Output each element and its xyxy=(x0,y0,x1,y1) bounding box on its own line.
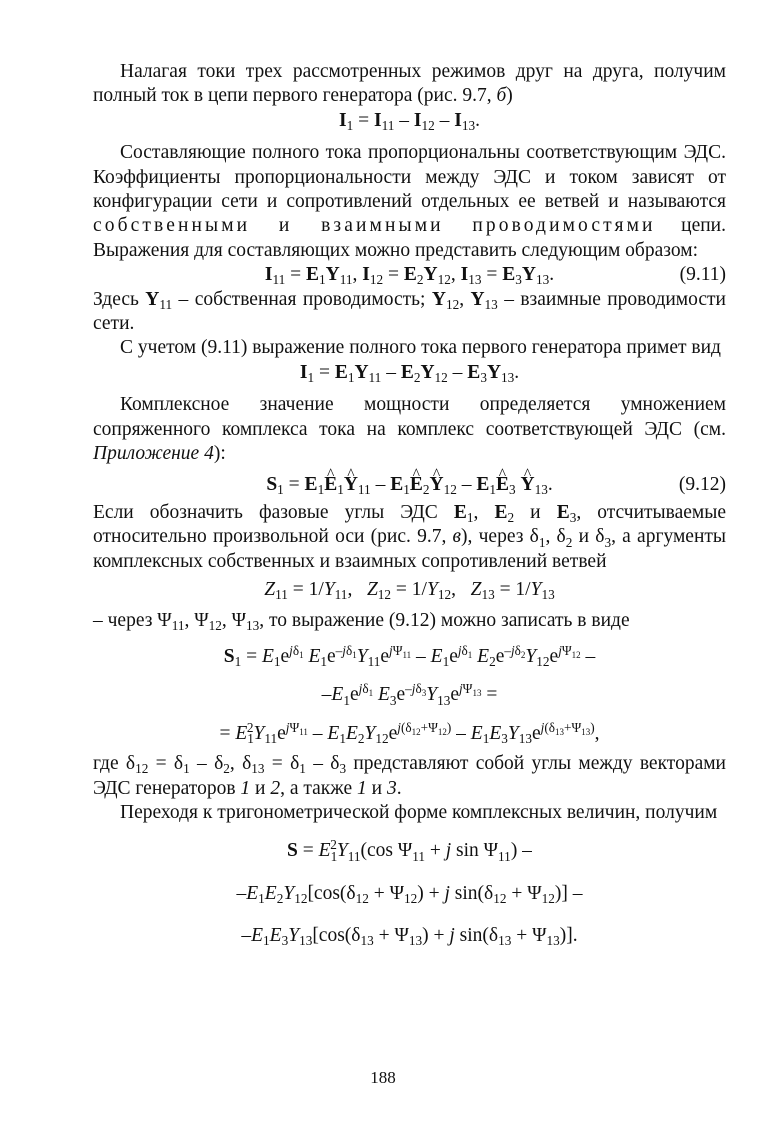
paragraph-6: Если обозначить фазовые углы ЭДС $E_1$, $E_2$ и $E_3$, отсчитываемые относительно произвольной оси (рис. 9.7, в), через $\delta_1$, $\delta_2$ и $\delta_3$, а аргументы комплексных собственных и взаимных сопротивлений ветвей xyxy=(93,501,727,572)
equation-trig-line-2: $-E_1E_2Y_{12}[\cos(\delta_{12} + \Psi_{12}) + j$ $\sin(\delta_{12} + \Psi_{12})$] – xyxy=(236,882,583,907)
equation-number: (9.12) xyxy=(678,473,726,495)
equation-number: (9.11) xyxy=(679,264,726,286)
paragraph-9: Переходя к тригонометрической форме комплексных величин, получим xyxy=(120,801,718,823)
paragraph-7: – через $\Psi_{11}$, $\Psi_{12}$, $\Psi_{13}$, то выражение (9.12) можно записать в виде xyxy=(93,609,630,633)
page-number: 188 xyxy=(370,1068,396,1087)
equation-9-12: $S_1$ = $E_1\^{}$ $E_1\^{}$ $Y_{11}$ – $E_1\^{}$ $E_2\^{}$ $Y_{12}$ – $E_1\^{}$ $E_3$ ^ $Y_{13}$. (9.12) xyxy=(93,473,726,497)
equation-9-11: $I_{11} = E_1Y_{11}$, $I_{12} = E_2Y_{12}$, $I_{13} = E_3Y_{13}$. (9.11) xyxy=(264,264,726,288)
equation-current-expanded: $I_1 = E_1Y_{11} - E_2Y_{12} - E_3Y_{13}$. xyxy=(299,361,520,386)
equation-impedances: $Z_{11} = 1/Y_{11}$, $Z_{12} = 1/Y_{12}$, $Z_{13} = 1/Y_{13}$ xyxy=(264,579,555,603)
page-body xyxy=(93,60,726,949)
paragraph-1: Налагая токи трех рассмотренных режимов друг на друга, получим полный ток в цепи первого генератора (рис. 9.7, б) xyxy=(93,61,726,107)
paragraph-4: С учетом (9.11) выражение полного тока первого генератора примет вид xyxy=(120,337,721,359)
paragraph-8: где $\delta_{12} = \delta_1 - \delta_2$, $\delta_{13} = \delta_1 - \delta_3$ представляют собой углы между векторами ЭДС генераторов 1 и 2, а также 1 и 3. xyxy=(93,753,726,799)
equation-trig-line-1: $S = E_1^2Y_{11}(\cos$ $\Psi_{11} + j$ $\sin \Psi_{11}$) – xyxy=(287,837,532,864)
equation-power-line-1: $S_1 = E_1e^{j\delta_1}$ $E_1e^{-j\delta_1}Y_{11}e^{j\Psi_{11}} - E_1e^{j\delta_1}$ $E_2e^{-j\delta_2}Y_{12}e^{j\Psi_{12}}$ – xyxy=(223,643,596,670)
paragraph-2: Составляющие полного тока пропорциональны соответствующим ЭДС. Коэффициенты пропорциональности между ЭДС и током зависят от конфигурации сети и сопротивлений отдельных ее ветвей и называются собственными и взаимными проводимостями цепи. Выражения для составляющих можно представить следующим образом: xyxy=(93,142,726,261)
paragraph-3: Здесь $Y_{11}$ – собственная проводимость; $Y_{12}$, $Y_{13}$ – взаимные проводимости сети. xyxy=(93,288,726,335)
paragraph-5: Комплексное значение мощности определяется умножением сопряженного комплекса тока на комплекс соответствующей ЭДС (см. Приложение 4): xyxy=(93,394,726,465)
equation-total-current: $I_1 = I_{11} - I_{12} - I_{13}$. xyxy=(339,109,480,134)
equation-power-line-2: $-E_1e^{j\delta_1}$ $E_3e^{-j\delta_3}Y_{13}e^{j\Psi_{13}}$ = xyxy=(321,681,498,708)
equation-trig-line-3: $-E_1E_3Y_{13}[\cos(\delta_{13} + \Psi_{13}) + j$ $\sin(\delta_{13} + \Psi_{13})$]. xyxy=(241,925,578,949)
equation-power-line-3: = $E_1^2Y_{11}e^{j\Psi_{11}} - E_1E_2Y_{12}e^{j(\delta_{12}+\Psi_{12})} - E_1E_3Y_{13}e^{j(\delta_{13}+\Psi_{13})}$, xyxy=(219,719,600,746)
